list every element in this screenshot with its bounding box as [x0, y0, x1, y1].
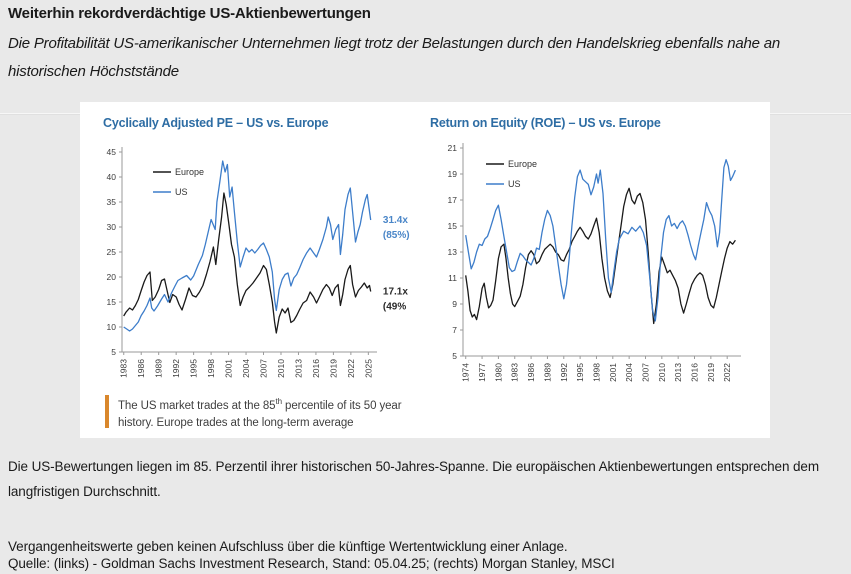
svg-text:25: 25 — [106, 247, 116, 257]
svg-text:1989: 1989 — [542, 363, 553, 382]
svg-text:2004: 2004 — [624, 363, 635, 382]
svg-text:(85%): (85%) — [382, 230, 410, 241]
svg-text:5: 5 — [452, 351, 457, 361]
svg-text:2004: 2004 — [241, 359, 252, 378]
cape-chart-title: Cyclically Adjusted PE – US vs. Europe — [103, 116, 329, 130]
svg-text:(49%: (49% — [382, 301, 407, 313]
svg-text:2025: 2025 — [363, 359, 374, 378]
cape-chart — [95, 138, 435, 406]
svg-text:US: US — [175, 187, 188, 197]
roe-chart — [435, 138, 765, 406]
svg-text:2007: 2007 — [258, 359, 269, 378]
svg-text:2010: 2010 — [656, 363, 667, 382]
roe-chart-title: Return on Equity (ROE) – US vs. Europe — [430, 116, 661, 130]
svg-text:2019: 2019 — [705, 363, 716, 382]
svg-text:1995: 1995 — [188, 359, 199, 378]
svg-text:15: 15 — [447, 221, 457, 231]
svg-text:2013: 2013 — [673, 363, 684, 382]
svg-text:Europe: Europe — [175, 167, 205, 177]
page-subtitle: Die Profitabilität US-amerikanischer Unternehmen liegt trotz der Belastungen durch den Handelskrieg ebenfalls nahe an historischen Höchststände — [8, 35, 781, 80]
svg-text:13: 13 — [447, 247, 457, 257]
page-title: Weiterhin rekordverdächtige US-Aktienbewertungen — [8, 5, 371, 22]
svg-text:1998: 1998 — [591, 363, 602, 382]
svg-text:45: 45 — [106, 147, 116, 157]
svg-text:1986: 1986 — [526, 363, 537, 382]
summary-paragraph: Die US-Bewertungen liegen im 85. Perzentil ihrer historischen 50-Jahres-Spanne. Die europäischen Aktienbewertungen entsprechen dem langfristigen Durchschnitt. — [8, 459, 819, 499]
svg-text:2001: 2001 — [223, 359, 234, 378]
svg-text:1995: 1995 — [575, 363, 586, 382]
svg-text:1983: 1983 — [509, 363, 520, 382]
footnote-text — [118, 393, 413, 432]
svg-text:5: 5 — [111, 347, 116, 357]
svg-text:19: 19 — [447, 169, 457, 179]
footnote-text-start: The US market trades at the 85 — [118, 399, 276, 412]
svg-text:2001: 2001 — [607, 363, 618, 382]
svg-text:US: US — [508, 179, 521, 189]
svg-text:15: 15 — [106, 297, 116, 307]
svg-text:10: 10 — [106, 322, 116, 332]
svg-text:1977: 1977 — [477, 363, 488, 382]
svg-text:2013: 2013 — [293, 359, 304, 378]
svg-text:1974: 1974 — [460, 363, 471, 382]
footnote-superscript: th — [275, 397, 282, 406]
svg-text:9: 9 — [452, 299, 457, 309]
footnote-text-end: percentile of its 50 year history. Europe trades at the long-term average — [118, 399, 402, 429]
svg-text:2022: 2022 — [722, 363, 733, 382]
svg-text:2007: 2007 — [640, 363, 651, 382]
svg-text:21: 21 — [447, 143, 457, 153]
svg-text:1980: 1980 — [493, 363, 504, 382]
footnote-highlight-bar — [105, 395, 109, 428]
svg-text:2022: 2022 — [345, 359, 356, 378]
svg-text:7: 7 — [452, 325, 457, 335]
svg-text:2016: 2016 — [310, 359, 321, 378]
svg-text:11: 11 — [448, 273, 457, 283]
svg-text:17.1x: 17.1x — [382, 286, 408, 298]
svg-text:30: 30 — [106, 222, 116, 232]
svg-text:1983: 1983 — [118, 359, 129, 378]
source-text: Quelle: (links) - Goldman Sachs Investment Research, Stand: 05.04.25; (rechts) Morgan Stanley, MSCI — [8, 556, 615, 571]
svg-text:1992: 1992 — [171, 359, 182, 378]
svg-text:1998: 1998 — [206, 359, 217, 378]
svg-text:1992: 1992 — [558, 363, 569, 382]
svg-text:2016: 2016 — [689, 363, 700, 382]
svg-text:17: 17 — [447, 195, 457, 205]
chart-panel — [80, 102, 770, 438]
svg-text:1989: 1989 — [153, 359, 164, 378]
svg-text:35: 35 — [106, 197, 116, 207]
svg-text:2010: 2010 — [275, 359, 286, 378]
svg-text:20: 20 — [106, 272, 116, 282]
disclaimer-text: Vergangenheitswerte geben keinen Aufschluss über die künftige Wertentwicklung einer Anlage. — [8, 539, 568, 554]
svg-text:1986: 1986 — [136, 359, 147, 378]
svg-text:40: 40 — [106, 172, 116, 182]
svg-text:2019: 2019 — [328, 359, 339, 378]
svg-text:Europe: Europe — [508, 159, 538, 169]
svg-text:31.4x: 31.4x — [382, 215, 408, 226]
